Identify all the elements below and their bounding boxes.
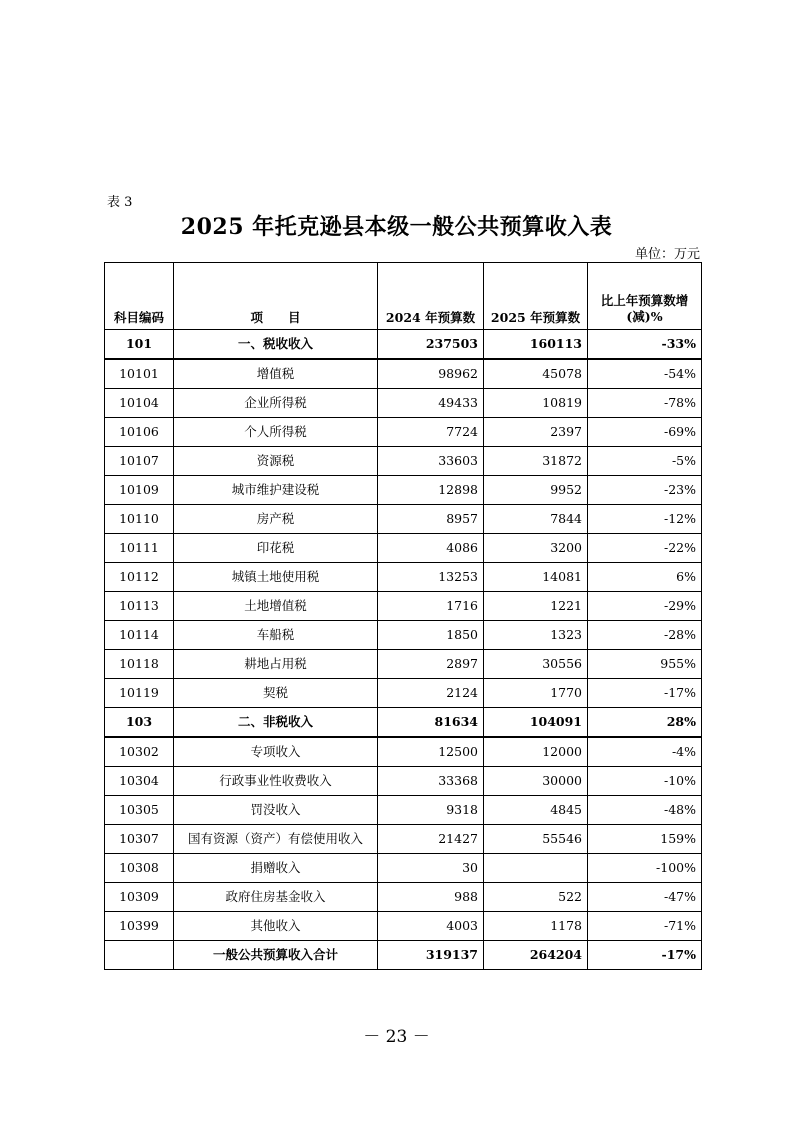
budget-2024-cell: 9318	[378, 796, 484, 825]
change-percent-cell: -17%	[588, 941, 702, 970]
item-name-cell: 个人所得税	[174, 418, 378, 447]
budget-2024-cell: 81634	[378, 708, 484, 738]
budget-2024-cell: 4086	[378, 534, 484, 563]
budget-2025-cell: 1178	[484, 912, 588, 941]
item-name-cell: 车船税	[174, 621, 378, 650]
budget-2024-cell: 988	[378, 883, 484, 912]
page-title: 2025 年托克逊县本级一般公共预算收入表	[180, 214, 613, 240]
budget-2024-cell: 33603	[378, 447, 484, 476]
column-header-item: 项 目	[174, 263, 378, 330]
change-percent-cell: -33%	[588, 330, 702, 360]
budget-2025-cell: 12000	[484, 737, 588, 767]
budget-2024-cell: 98962	[378, 359, 484, 389]
change-percent-cell: -71%	[588, 912, 702, 941]
budget-2024-cell: 1850	[378, 621, 484, 650]
budget-2024-cell: 30	[378, 854, 484, 883]
change-percent-cell: -23%	[588, 476, 702, 505]
table-header-row	[105, 263, 702, 330]
change-percent-cell: -22%	[588, 534, 702, 563]
column-header-2025: 2025 年预算数	[484, 263, 588, 330]
budget-2025-cell: 30556	[484, 650, 588, 679]
table-row	[105, 679, 702, 708]
item-name-cell: 一般公共预算收入合计	[174, 941, 378, 970]
budget-2025-cell: 45078	[484, 359, 588, 389]
budget-2024-cell: 4003	[378, 912, 484, 941]
table-row	[105, 912, 702, 941]
change-percent-cell: -5%	[588, 447, 702, 476]
budget-2024-cell: 319137	[378, 941, 484, 970]
item-name-cell: 企业所得税	[174, 389, 378, 418]
change-percent-cell: -17%	[588, 679, 702, 708]
budget-2025-cell: 2397	[484, 418, 588, 447]
budget-2025-cell: 160113	[484, 330, 588, 360]
item-name-cell: 城市维护建设税	[174, 476, 378, 505]
table-row	[105, 359, 702, 389]
code-cell: 10101	[105, 359, 174, 389]
code-cell: 10304	[105, 767, 174, 796]
budget-2024-cell: 33368	[378, 767, 484, 796]
code-cell: 10104	[105, 389, 174, 418]
code-cell: 10111	[105, 534, 174, 563]
budget-table	[104, 262, 702, 970]
budget-2025-cell: 7844	[484, 505, 588, 534]
change-percent-cell: 28%	[588, 708, 702, 738]
table-label: 表 3	[107, 195, 133, 210]
budget-2025-cell: 264204	[484, 941, 588, 970]
column-header-change: 比上年预算数增(减)%	[588, 263, 702, 330]
code-cell: 10110	[105, 505, 174, 534]
code-cell: 10119	[105, 679, 174, 708]
table-row	[105, 767, 702, 796]
item-name-cell: 城镇土地使用税	[174, 563, 378, 592]
change-percent-cell: 955%	[588, 650, 702, 679]
code-cell: 10113	[105, 592, 174, 621]
budget-2025-cell: 9952	[484, 476, 588, 505]
page-number: － 23 －	[363, 1027, 430, 1047]
item-name-cell: 行政事业性收费收入	[174, 767, 378, 796]
budget-2024-cell: 12500	[378, 737, 484, 767]
code-cell: 10302	[105, 737, 174, 767]
column-header-2024: 2024 年预算数	[378, 263, 484, 330]
table-row	[105, 737, 702, 767]
table-row	[105, 505, 702, 534]
item-name-cell: 政府住房基金收入	[174, 883, 378, 912]
code-cell: 10307	[105, 825, 174, 854]
budget-2025-cell: 31872	[484, 447, 588, 476]
item-name-cell: 增值税	[174, 359, 378, 389]
change-percent-cell: 6%	[588, 563, 702, 592]
code-cell: 10107	[105, 447, 174, 476]
code-cell: 10106	[105, 418, 174, 447]
table-row	[105, 476, 702, 505]
change-percent-cell: -48%	[588, 796, 702, 825]
budget-2025-cell: 10819	[484, 389, 588, 418]
budget-2025-cell: 14081	[484, 563, 588, 592]
table-row	[105, 563, 702, 592]
table-row	[105, 825, 702, 854]
budget-2025-cell	[484, 854, 588, 883]
change-percent-cell: -100%	[588, 854, 702, 883]
code-cell: 10109	[105, 476, 174, 505]
code-cell: 10118	[105, 650, 174, 679]
table-row	[105, 796, 702, 825]
category-row	[105, 330, 702, 360]
change-percent-cell: -28%	[588, 621, 702, 650]
code-cell	[105, 941, 174, 970]
change-percent-cell: 159%	[588, 825, 702, 854]
change-percent-cell: -10%	[588, 767, 702, 796]
budget-2024-cell: 237503	[378, 330, 484, 360]
item-name-cell: 罚没收入	[174, 796, 378, 825]
change-percent-cell: -4%	[588, 737, 702, 767]
item-name-cell: 国有资源（资产）有偿使用收入	[174, 825, 378, 854]
table-row	[105, 389, 702, 418]
item-name-cell: 捐赠收入	[174, 854, 378, 883]
item-name-cell: 耕地占用税	[174, 650, 378, 679]
code-cell: 10305	[105, 796, 174, 825]
code-cell: 103	[105, 708, 174, 738]
item-name-cell: 专项收入	[174, 737, 378, 767]
budget-2025-cell: 104091	[484, 708, 588, 738]
budget-2024-cell: 1716	[378, 592, 484, 621]
budget-2025-cell: 1323	[484, 621, 588, 650]
code-cell: 10399	[105, 912, 174, 941]
budget-2025-cell: 3200	[484, 534, 588, 563]
budget-2025-cell: 55546	[484, 825, 588, 854]
item-name-cell: 资源税	[174, 447, 378, 476]
budget-2024-cell: 13253	[378, 563, 484, 592]
code-cell: 10114	[105, 621, 174, 650]
table-row	[105, 447, 702, 476]
budget-2025-cell: 1770	[484, 679, 588, 708]
code-cell: 101	[105, 330, 174, 360]
code-cell: 10112	[105, 563, 174, 592]
budget-2025-cell: 30000	[484, 767, 588, 796]
code-cell: 10309	[105, 883, 174, 912]
budget-2024-cell: 8957	[378, 505, 484, 534]
total-row	[105, 941, 702, 970]
budget-2024-cell: 12898	[378, 476, 484, 505]
item-name-cell: 契税	[174, 679, 378, 708]
item-name-cell: 其他收入	[174, 912, 378, 941]
budget-2025-cell: 1221	[484, 592, 588, 621]
change-percent-cell: -12%	[588, 505, 702, 534]
budget-2024-cell: 21427	[378, 825, 484, 854]
budget-2025-cell: 4845	[484, 796, 588, 825]
table-row	[105, 854, 702, 883]
table-row	[105, 621, 702, 650]
table-row	[105, 650, 702, 679]
table-row	[105, 883, 702, 912]
item-name-cell: 二、非税收入	[174, 708, 378, 738]
table-row	[105, 534, 702, 563]
table-row	[105, 418, 702, 447]
item-name-cell: 土地增值税	[174, 592, 378, 621]
code-cell: 10308	[105, 854, 174, 883]
item-name-cell: 房产税	[174, 505, 378, 534]
column-header-code: 科目编码	[105, 263, 174, 330]
item-name-cell: 一、税收收入	[174, 330, 378, 360]
budget-2024-cell: 2124	[378, 679, 484, 708]
item-name-cell: 印花税	[174, 534, 378, 563]
change-percent-cell: -47%	[588, 883, 702, 912]
change-percent-cell: -54%	[588, 359, 702, 389]
budget-2024-cell: 2897	[378, 650, 484, 679]
unit-label: 单位：万元	[634, 247, 700, 262]
table-row	[105, 592, 702, 621]
change-percent-cell: -29%	[588, 592, 702, 621]
budget-2024-cell: 7724	[378, 418, 484, 447]
budget-2024-cell: 49433	[378, 389, 484, 418]
change-percent-cell: -78%	[588, 389, 702, 418]
category-row	[105, 708, 702, 738]
budget-2025-cell: 522	[484, 883, 588, 912]
change-percent-cell: -69%	[588, 418, 702, 447]
